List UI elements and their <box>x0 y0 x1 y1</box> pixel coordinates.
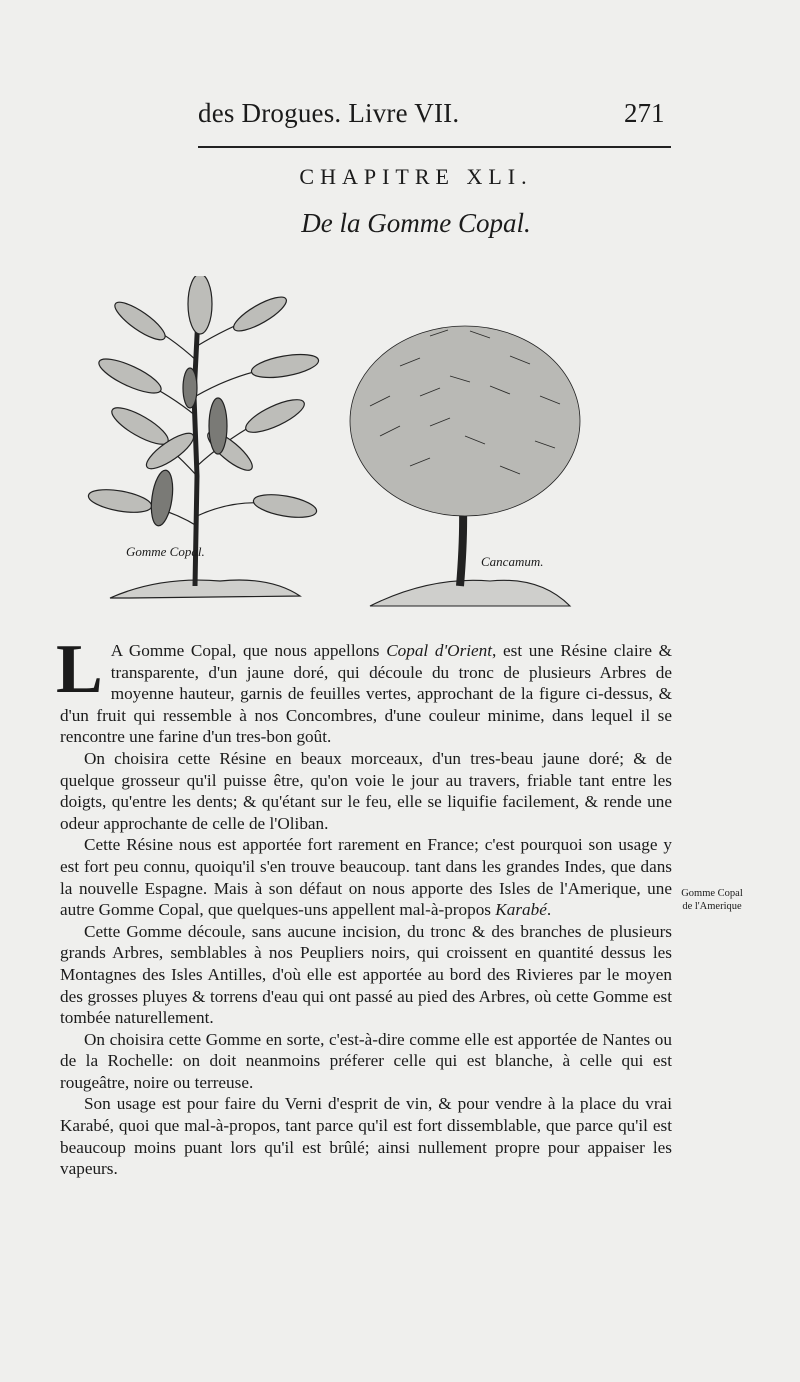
paragraph-text: . <box>546 900 552 920</box>
paragraph <box>56 631 672 748</box>
paragraph-text: On choisira cette Gomme en sorte, c'est-à-dire comme elle est apportée de Nantes ou de la Rochelle: on doit neanmoins préferer celle qui est blanche, à celle qui est rougeâtre, noire ou terreuse. <box>60 1029 672 1092</box>
paragraph-text: Cette Résine nous est apportée fort rarement en France; c'est pourquoi son usage y est fort peu connu, quoiqu'il s'en trouve beaucoup. tant dans les grandes Indes, que dans la nouvelle Espagne. Mais à son défaut on nous apporte des Isles de l'Amerique, une autre Gomme Copal, que quelques-uns appellent mal-à-propos <box>60 835 672 920</box>
chapter-title: De la Gomme Copal. <box>301 208 531 238</box>
paragraph-text: A Gomme Copal, que nous appellons <box>110 641 387 660</box>
paragraph <box>60 748 672 834</box>
caption-gomme-copal: Gomme Copal. <box>126 544 205 559</box>
page-header <box>0 92 800 132</box>
paragraph-text: , est une Résine claire & transparente, d'un jaune doré, qui découle du tronc de plusieurs Arbres de moyenne hauteur, garnis de feuilles vertes, approchant de la figure ci-dessus, & d'un fruit qui ressemble à nos Concombres, d'une couleur minime, dans lequel il se rencontre une farine d'un tres-bon goût. <box>60 641 672 747</box>
paragraph-text: Cette Gomme découle, sans aucune incision, du tronc & des branches de plusieurs grands Arbres, semblables à nos Peupliers noirs, qui croissent en quantité dessus les Montagnes des Isles Antilles, d'où elle est apportée au bord des Rivieres par le moyen des grosses pluyes & torrens d'eau qui ont passé au pied des Arbres, où cette Gomme est tombée naturellement. <box>60 921 672 1028</box>
cancamum-tree-illustration <box>350 326 580 606</box>
page-number: 271 <box>624 98 665 128</box>
caption-cancamum: Cancamum. <box>481 554 544 569</box>
paragraph <box>60 1093 672 1179</box>
paragraph <box>60 834 672 920</box>
paragraph <box>60 921 672 1029</box>
margin-note: Gomme Copal de l'Amerique <box>681 888 743 912</box>
paragraph <box>60 1029 672 1094</box>
body-text <box>56 631 672 1180</box>
drop-cap: L <box>56 631 103 708</box>
chapter-label: CHAPITRE XLI. <box>299 164 533 189</box>
term-copal-d-orient: Copal d'Orient <box>386 641 493 660</box>
term-karabe: Karabé <box>495 900 547 920</box>
paragraph-text: Son usage est pour faire du Verni d'esprit de vin, & pour vendre à la place du vrai Karabé, quoi que mal-à-propos, tant parce qu'il est fort dissemblable, que parce qu'il est beaucoup moins puant lors qu'il est brûlé; ainsi nullement propre pour appaiser les vapeurs. <box>60 1094 672 1179</box>
running-title: des Drogues. Livre VII. <box>198 98 460 128</box>
header-rule <box>198 146 671 148</box>
paragraph-text: On choisira cette Résine en beaux morceaux, d'un tres-beau jaune doré; & de quelque grosseur qu'il puisse être, qu'on voie le jour au travers, friable tant entre les doigts, qu'entre les dents; & qu'étant sur le feu, elle se liquifie facilement, & rende une odeur approchante de celle de l'Oliban. <box>60 748 672 833</box>
